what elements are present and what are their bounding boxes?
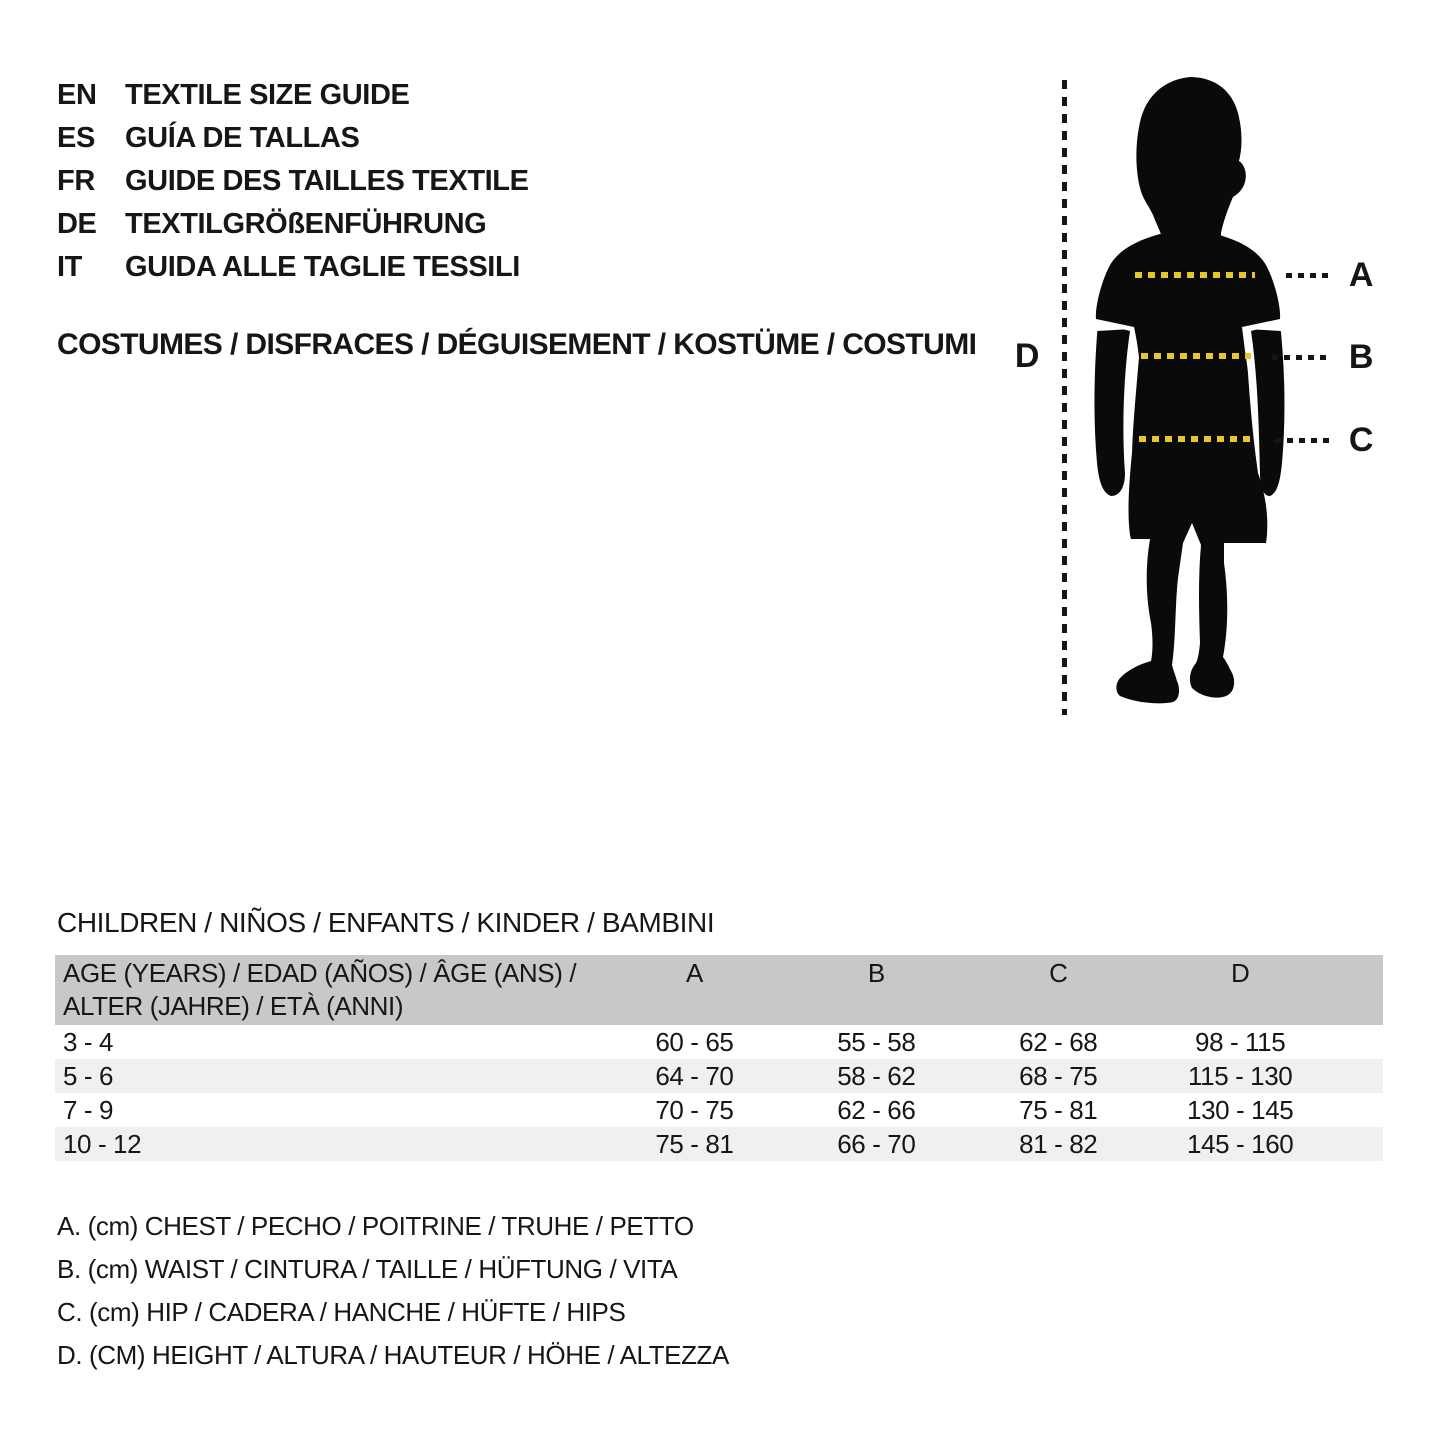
lang-code: EN: [57, 79, 97, 111]
lang-row-es: [57, 117, 529, 160]
hip-leader-line-icon: [1275, 438, 1332, 443]
waist-label-b: B: [1348, 338, 1374, 376]
lang-title: TEXTILGRÖßENFÜHRUNG: [125, 208, 487, 240]
hip-cell: 75 - 81: [1019, 1095, 1098, 1125]
height-cell: 98 - 115: [1195, 1027, 1286, 1057]
hip-label-c: C: [1348, 421, 1374, 459]
age-header-cell: [55, 955, 603, 1023]
hip-cell: 62 - 68: [1019, 1027, 1098, 1057]
lang-row-de: [57, 203, 529, 246]
lang-row-it: [57, 246, 529, 289]
chest-label-a: A: [1348, 256, 1374, 294]
height-dashed-line-icon: [1062, 80, 1067, 715]
language-title-list: [57, 74, 529, 289]
legend-waist: B. (cm) WAIST / CINTURA / TAILLE / HÜFTUNG / VITA: [57, 1254, 678, 1284]
table-row: [55, 1127, 1383, 1161]
lang-code: IT: [57, 251, 82, 283]
waist-cell: 55 - 58: [837, 1027, 916, 1057]
age-cell: 7 - 9: [63, 1095, 114, 1125]
column-header-c: C: [1049, 958, 1068, 988]
section-heading: CHILDREN / NIÑOS / ENFANTS / KINDER / BAMBINI: [57, 907, 715, 938]
age-cell: 10 - 12: [63, 1129, 142, 1159]
chest-cell: 60 - 65: [655, 1027, 734, 1057]
age-cell: 3 - 4: [63, 1027, 114, 1057]
lang-title: TEXTILE SIZE GUIDE: [125, 79, 410, 111]
waist-cell: 62 - 66: [837, 1095, 916, 1125]
lang-title: GUÍA DE TALLAS: [125, 122, 360, 154]
legend-hip: C. (cm) HIP / CADERA / HANCHE / HÜFTE / HIPS: [57, 1297, 626, 1327]
lang-row-fr: [57, 160, 529, 203]
chest-cell: 64 - 70: [655, 1061, 734, 1091]
size-table: [55, 955, 1383, 1161]
legend-height: D. (CM) HEIGHT / ALTURA / HAUTEUR / HÖHE / ALTEZZA: [57, 1340, 729, 1370]
column-header-d: D: [1230, 958, 1250, 988]
table-row: [55, 1025, 1383, 1059]
age-header-line2: ALTER (JAHRE) / ETÀ (ANNI): [63, 991, 404, 1021]
size-table-header: [55, 955, 1383, 1025]
column-header-a: A: [685, 958, 703, 988]
chest-cell: 75 - 81: [655, 1129, 734, 1159]
age-cell: 5 - 6: [63, 1061, 114, 1091]
table-row: [55, 1093, 1383, 1127]
hip-cell: 68 - 75: [1019, 1061, 1098, 1091]
lang-code: DE: [57, 208, 97, 240]
measurement-legend: [57, 1205, 729, 1377]
height-cell: 130 - 145: [1187, 1095, 1294, 1125]
height-label-d: D: [1014, 337, 1040, 375]
category-heading: COSTUMES / DISFRACES / DÉGUISEMENT / KOSTÜME / COSTUMI: [57, 328, 977, 361]
hip-cell: 81 - 82: [1019, 1129, 1098, 1159]
child-silhouette-icon: [1088, 73, 1298, 718]
age-header-line1: AGE (YEARS) / EDAD (AÑOS) / ÂGE (ANS) /: [63, 958, 577, 988]
lang-title: GUIDA ALLE TAGLIE TESSILI: [125, 251, 520, 283]
lang-code: ES: [57, 122, 95, 154]
lang-row-en: [57, 74, 529, 117]
measurement-figure: [980, 60, 1420, 740]
height-cell: 115 - 130: [1188, 1061, 1293, 1091]
waist-cell: 58 - 62: [837, 1061, 916, 1091]
lang-code: FR: [57, 165, 95, 197]
chest-leader-line-icon: [1286, 273, 1332, 278]
chest-cell: 70 - 75: [655, 1095, 734, 1125]
column-header-b: B: [867, 958, 885, 988]
waist-cell: 66 - 70: [837, 1129, 916, 1159]
height-cell: 145 - 160: [1187, 1129, 1294, 1159]
waist-leader-line-icon: [1272, 355, 1332, 360]
lang-title: GUIDE DES TAILLES TEXTILE: [125, 165, 529, 197]
legend-chest: A. (cm) CHEST / PECHO / POITRINE / TRUHE / PETTO: [57, 1211, 694, 1241]
table-row: [55, 1059, 1383, 1093]
